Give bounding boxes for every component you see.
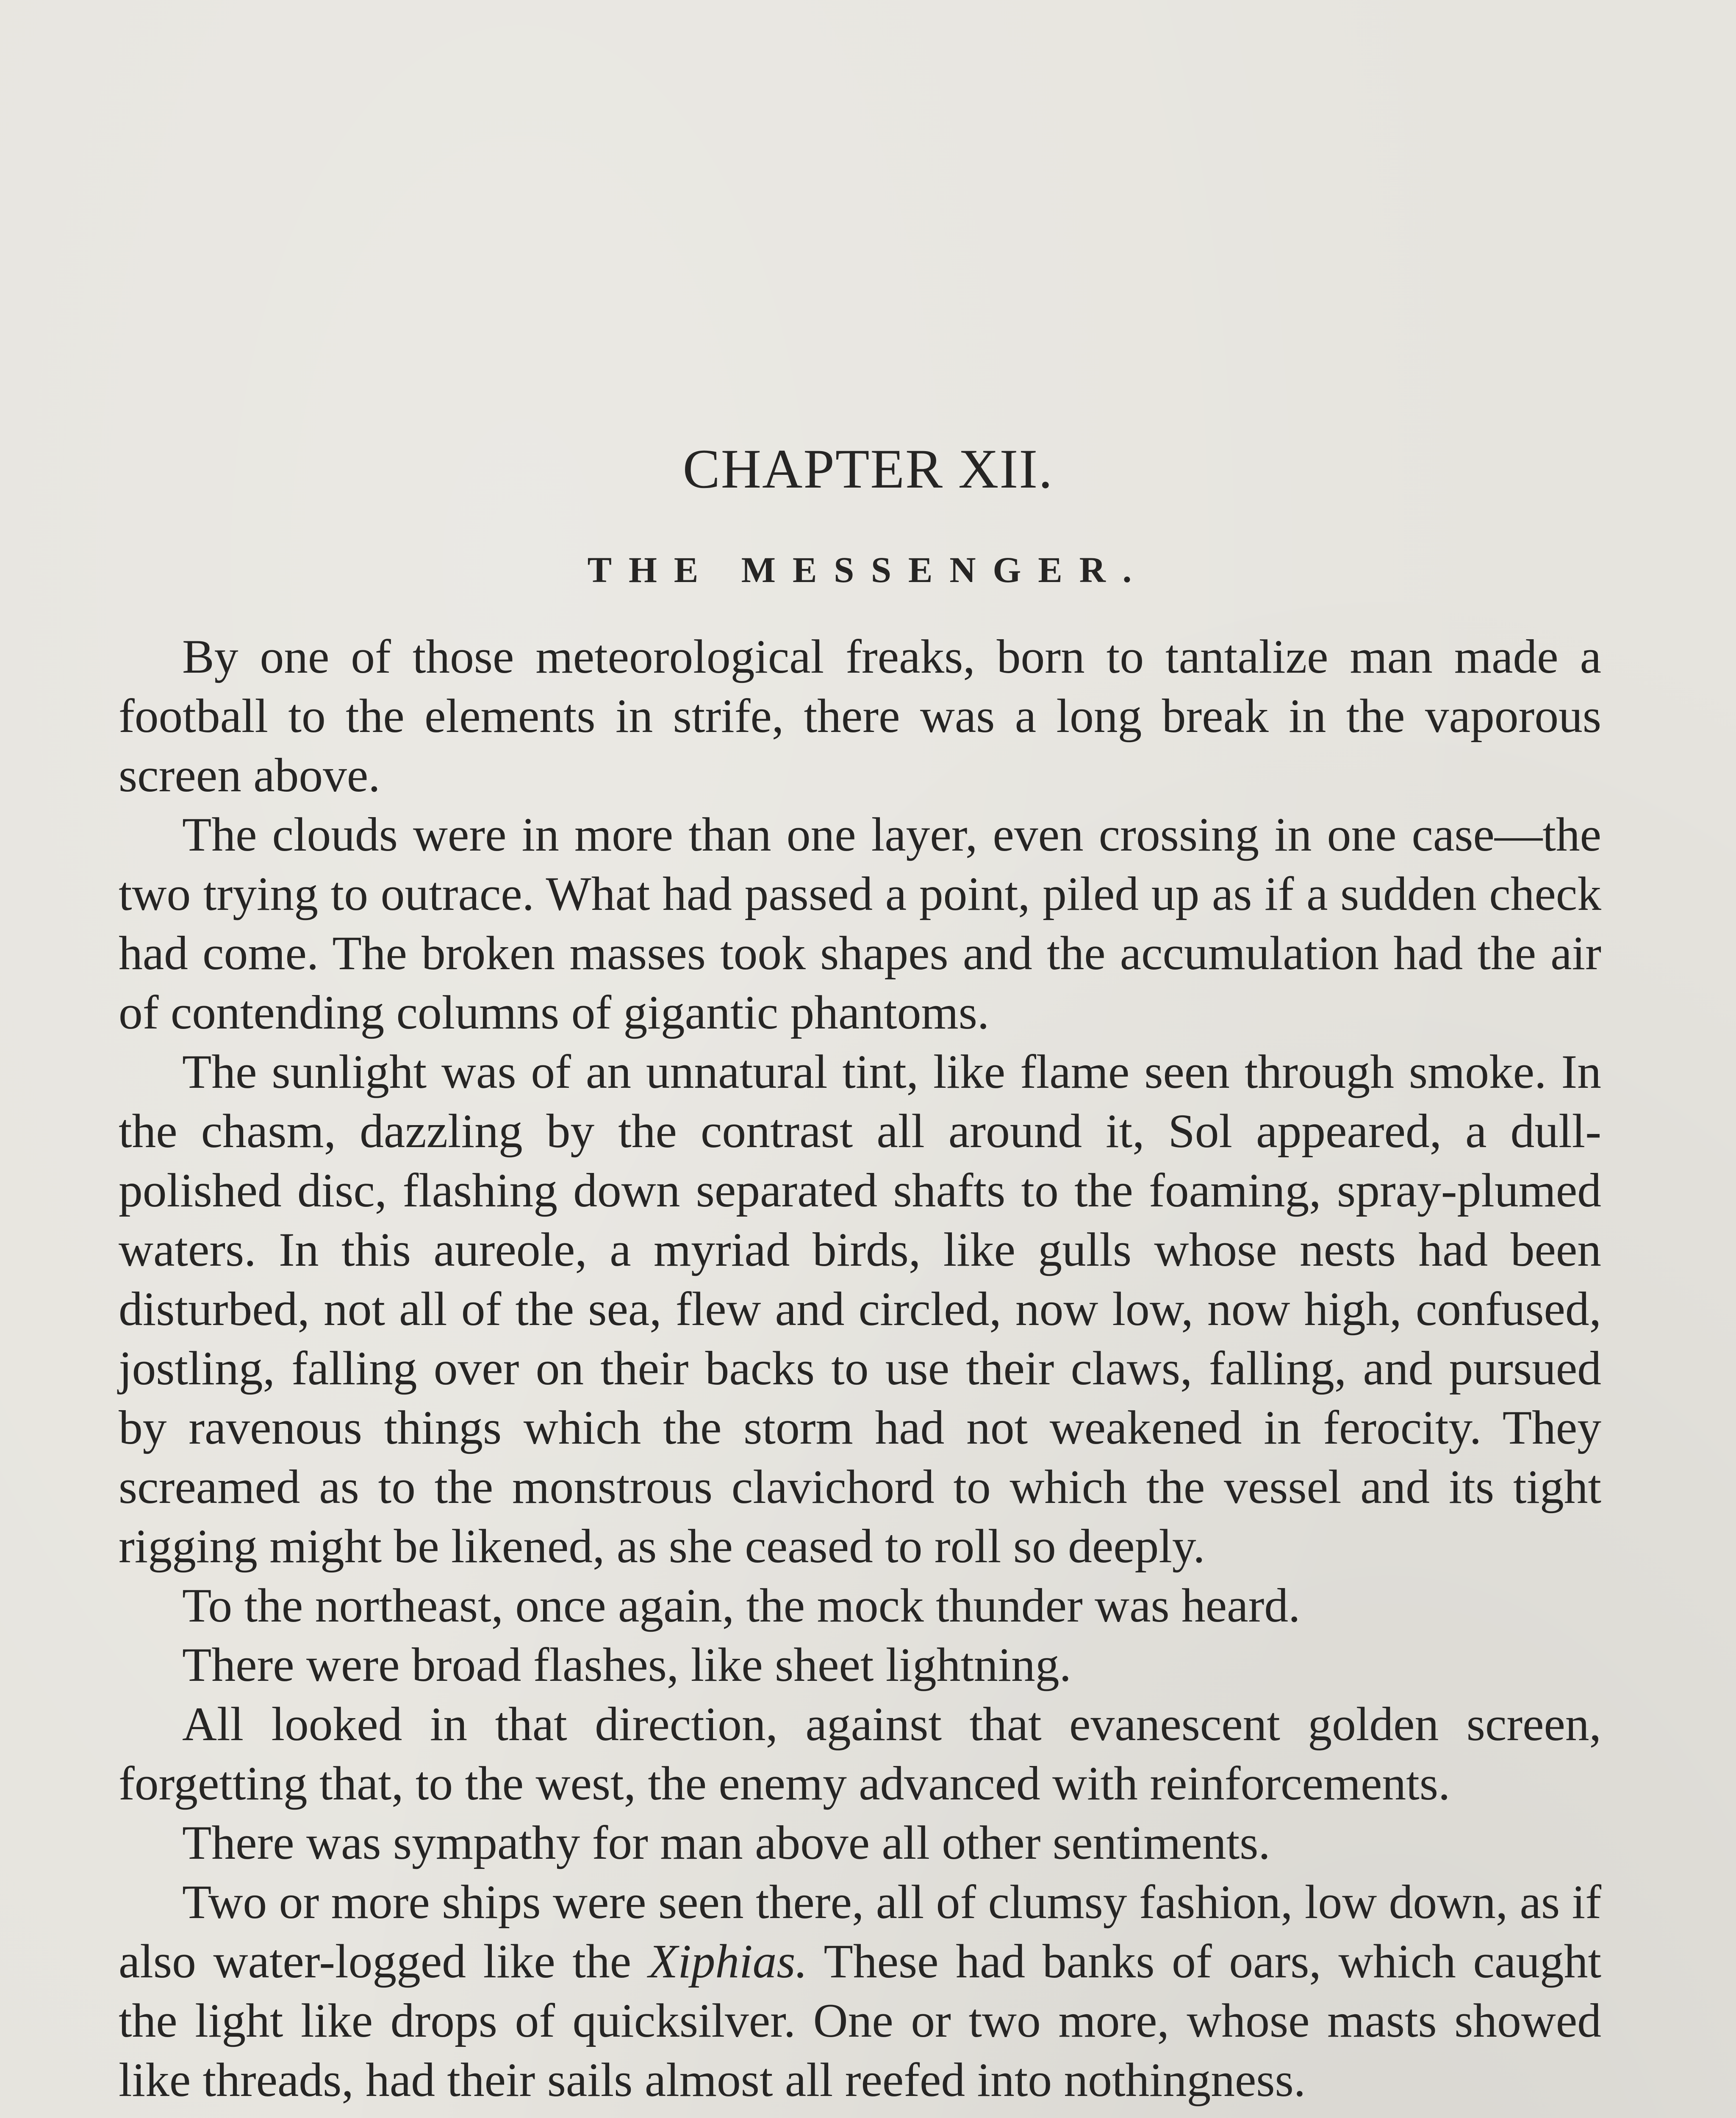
paragraph-text: These had banks of oars, which caught the light like drops of quicksilver. One or two more, whose masts showed like threads, had their sails almost all reefed into nothingness. bbox=[119, 1935, 1602, 2107]
paragraph-last bbox=[119, 1872, 1601, 2110]
paragraph: To the northeast, once again, the mock thunder was heard. bbox=[182, 1579, 1301, 1632]
paragraph: There was sympathy for man above all other sentiments. bbox=[182, 1816, 1270, 1869]
chapter-subtitle: THE MESSENGER. bbox=[587, 549, 1149, 590]
paragraph: By one of those meteorological freaks, born to tantalize man made a football to the elements in strife, there was a long break in the vaporous screen above. bbox=[119, 630, 1601, 802]
paragraph-text: Two or more ships were seen there, all of clumsy fashion, low down, as if also water-logged like the bbox=[119, 1875, 1601, 1988]
paragraph: The clouds were in more than one layer, even crossing in one case—the two trying to outrace. What had passed a point, piled up as if a sudden check had come. The broken masses took shapes and the accumulation had the air of contending columns of gigantic phantoms. bbox=[119, 808, 1601, 1039]
paragraph: All looked in that direction, against that evanescent golden screen, forgetting that, to the west, the enemy advanced with reinforcements. bbox=[119, 1697, 1601, 1810]
chapter-title: CHAPTER XII. bbox=[682, 438, 1054, 500]
paragraph: The sunlight was of an unnatural tint, like flame seen through smoke. In the chasm, dazzling by the contrast all around it, Sol appeared, a dull-polished disc, flashing down separated shafts to the foaming, spray-plumed waters. In this aureole, a myriad birds, like gulls whose nests had been disturbed, not all of the sea, flew and circled, now low, now high, confused, jostling, falling over on their backs to use their claws, falling, and pursued by ravenous things which the storm had not weakened in ferocity. They screamed as to the monstrous clavichord to which the vessel and its tight rigging might be likened, as she ceased to roll so deeply. bbox=[119, 1045, 1601, 1573]
ship-name-italic: Xiphias. bbox=[648, 1935, 807, 1988]
paragraph: There were broad flashes, like sheet lightning. bbox=[182, 1638, 1072, 1691]
body-text bbox=[119, 627, 1601, 2110]
